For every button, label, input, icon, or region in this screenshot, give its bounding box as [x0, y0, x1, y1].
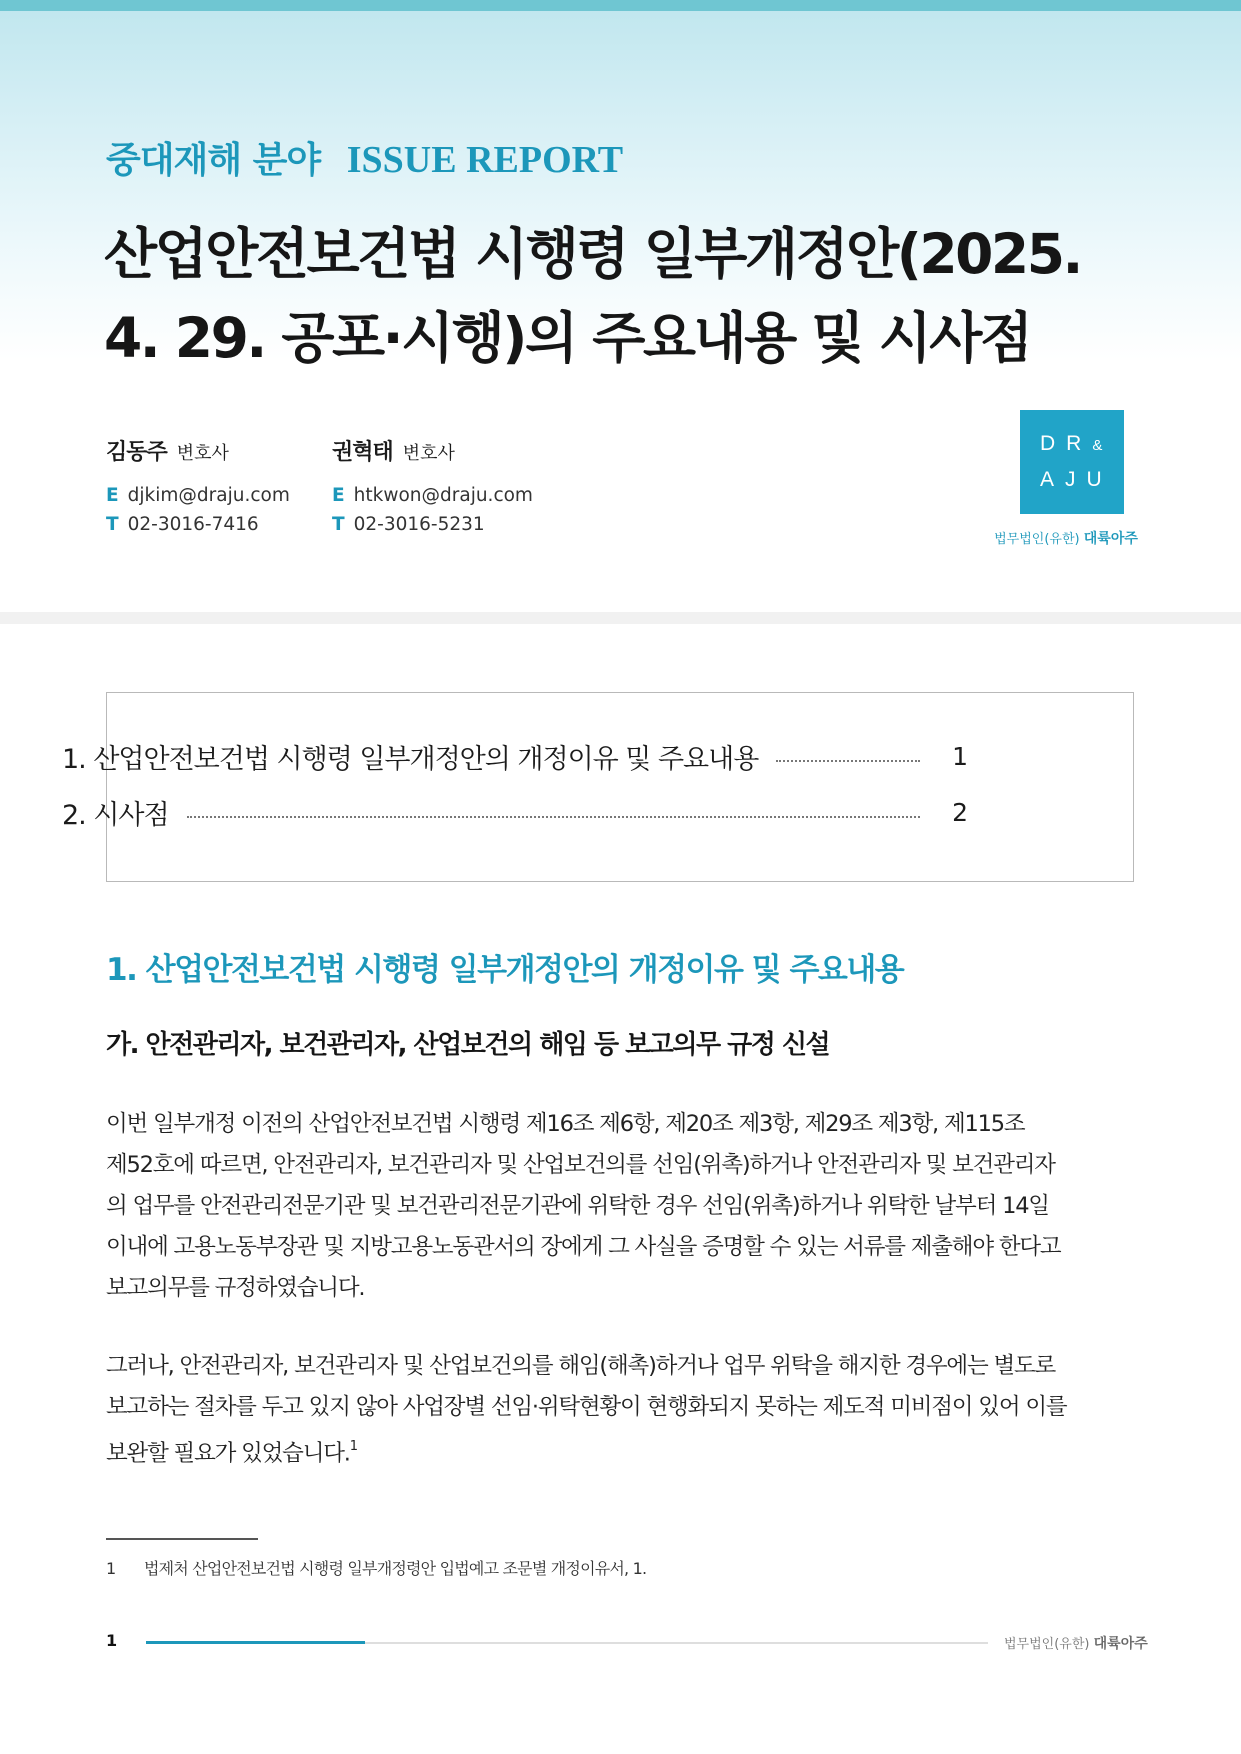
footnote: [106, 1556, 646, 1579]
author-name-row: [106, 436, 366, 471]
toc-entry-label: 2. 시사점: [62, 799, 169, 831]
author-card: [106, 436, 366, 539]
logo-row-2: AJU: [1040, 468, 1113, 491]
author-phone: 02-3016-7416: [127, 514, 259, 535]
toc-dot-leader: [776, 760, 920, 762]
title-line-1: 산업안전보건법 시행령 일부개정안(2025.: [104, 222, 1081, 286]
title-line-2: 4. 29. 공포·시행)의 주요내용 및 시사점: [104, 306, 1031, 370]
kicker-category: 중대재해 분야: [106, 140, 321, 181]
author-role: 변호사: [176, 443, 229, 464]
logo-letters-top: DR: [1040, 432, 1093, 455]
author-name: 김동주: [106, 440, 167, 465]
author-card: [332, 436, 592, 539]
footnote-divider: [106, 1538, 258, 1540]
author-phone-row: [106, 510, 366, 539]
kicker-report-type: ISSUE REPORT: [346, 139, 624, 181]
paragraph-line: 보고의무를 규정하였습니다.: [106, 1275, 365, 1301]
footer-firm-prefix: 법무법인(유한): [1004, 1637, 1090, 1652]
logo-caption-prefix: 법무법인(유한): [994, 532, 1080, 547]
paragraph-line-text: 보완할 필요가 있었습니다.: [106, 1440, 350, 1467]
paragraph-line: 이내에 고용노동부장관 및 지방고용노동관서의 장에게 그 사실을 증명할 수 있는 서류를 제출해야 한다고: [106, 1234, 1061, 1260]
phone-key: T: [106, 514, 119, 535]
email-key: E: [332, 485, 345, 506]
section-heading: 1. 산업안전보건법 시행령 일부개정안의 개정이유 및 주요내용: [106, 952, 904, 988]
toc-entry-page: 2: [952, 797, 968, 827]
body-paragraph: [106, 1346, 1134, 1475]
page-progress-fill: [146, 1641, 365, 1644]
firm-logo: [1020, 410, 1124, 514]
paragraph-line: [106, 1428, 1134, 1475]
body-paragraph: [106, 1104, 1134, 1309]
logo-row-1: [1040, 432, 1102, 456]
page-number: 1: [106, 1631, 118, 1650]
firm-logo-caption: [986, 528, 1146, 548]
toc-entry[interactable]: [62, 736, 968, 776]
footnote-reference[interactable]: 1: [349, 1439, 357, 1454]
toc-entry-page: 1: [952, 741, 968, 771]
toc-entry[interactable]: [62, 792, 968, 832]
author-contact: [106, 481, 366, 539]
author-email-row: [332, 481, 592, 510]
paragraph-line: 보고하는 절차를 두고 있지 않아 사업장별 선임·위탁현황이 현행화되지 못하는 제도적 미비점이 있어 이를: [106, 1394, 1067, 1420]
author-role: 변호사: [402, 443, 455, 464]
page-title: [104, 212, 1081, 380]
subsection-heading: 가. 안전관리자, 보건관리자, 산업보건의 해임 등 보고의무 규정 신설: [106, 1030, 830, 1060]
toc-entry-label: 1. 산업안전보건법 시행령 일부개정안의 개정이유 및 주요내용: [62, 743, 759, 775]
header-divider: [0, 612, 1241, 624]
page-progress-bar: [146, 1642, 988, 1644]
author-phone: 02-3016-5231: [353, 514, 485, 535]
toc-dot-leader: [187, 816, 920, 818]
email-key: E: [106, 485, 119, 506]
author-email-link[interactable]: htkwon@draju.com: [353, 485, 533, 506]
footnote-number: 1: [106, 1559, 116, 1578]
author-name: 권혁태: [332, 440, 393, 465]
logo-caption-name: 대륙아주: [1083, 531, 1138, 547]
phone-key: T: [332, 514, 345, 535]
footnote-text: 법제처 산업안전보건법 시행령 일부개정령안 입법예고 조문별 개정이유서, 1.: [144, 1559, 647, 1578]
paragraph-line: 의 업무를 안전관리전문기관 및 보건관리전문기관에 위탁한 경우 선임(위촉)하거나 위탁한 날부터 14일: [106, 1193, 1049, 1219]
paragraph-line: 이번 일부개정 이전의 산업안전보건법 시행령 제16조 제6항, 제20조 제3항, 제29조 제3항, 제115조: [106, 1111, 1025, 1137]
paragraph-line: 제52호에 따르면, 안전관리자, 보건관리자 및 산업보건의를 선임(위촉)하거나 안전관리자 및 보건관리자: [106, 1152, 1055, 1178]
author-contact: [332, 481, 592, 539]
footer-firm-label: 대륙아주: [1093, 1636, 1148, 1652]
header-top-bar: [0, 0, 1241, 11]
author-name-row: [332, 436, 592, 471]
author-phone-row: [332, 510, 592, 539]
report-kicker: [106, 132, 623, 183]
author-email-link[interactable]: djkim@draju.com: [127, 485, 290, 506]
logo-ampersand: &: [1092, 437, 1103, 454]
paragraph-line: 그러나, 안전관리자, 보건관리자 및 산업보건의를 해임(해촉)하거나 업무 위탁을 해지한 경우에는 별도로: [106, 1353, 1056, 1379]
table-of-contents: [106, 692, 1134, 882]
footer-firm-name: [1004, 1633, 1148, 1653]
author-email-row: [106, 481, 366, 510]
